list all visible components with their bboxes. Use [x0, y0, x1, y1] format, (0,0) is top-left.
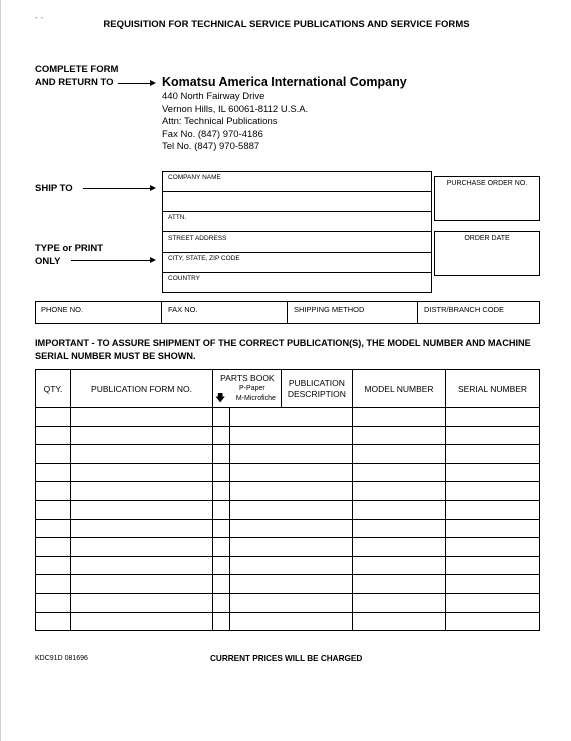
parts-book-title: PARTS BOOK: [220, 373, 275, 383]
table-cell[interactable]: [71, 463, 213, 482]
divider: [161, 301, 162, 324]
column-header: MODEL NUMBER: [353, 370, 446, 408]
table-cell[interactable]: [353, 519, 446, 538]
table-cell[interactable]: [71, 612, 213, 631]
table-cell[interactable]: [446, 445, 540, 464]
table-cell[interactable]: [230, 500, 353, 519]
table-cell[interactable]: [446, 463, 540, 482]
table-cell[interactable]: [71, 593, 213, 612]
table-cell[interactable]: [213, 612, 230, 631]
ship-to-block: [162, 171, 432, 293]
table-cell[interactable]: [36, 463, 71, 482]
table-cell[interactable]: [230, 612, 353, 631]
table-cell[interactable]: [213, 519, 230, 538]
table-cell[interactable]: [230, 593, 353, 612]
form-title: REQUISITION FOR TECHNICAL SERVICE PUBLICATIONS AND SERVICE FORMS: [103, 19, 470, 30]
table-cell[interactable]: [353, 426, 446, 445]
table-cell[interactable]: [353, 445, 446, 464]
city-state-zip-field[interactable]: CITY, STATE, ZIP CODE: [168, 255, 240, 262]
divider: [162, 231, 432, 232]
arrow-right-icon: [71, 260, 154, 261]
table-cell[interactable]: [446, 538, 540, 557]
complete-form-label: COMPLETE FORM AND RETURN TO: [35, 64, 119, 88]
parts-book-microfiche: M-Microfiche: [235, 395, 276, 402]
table-cell[interactable]: [36, 612, 71, 631]
table-row: [36, 575, 540, 594]
shipping-method-field[interactable]: SHIPPING METHOD: [294, 305, 365, 314]
table-cell[interactable]: [213, 593, 230, 612]
order-date-label: ORDER DATE: [464, 235, 510, 242]
table-cell[interactable]: [36, 426, 71, 445]
table-cell[interactable]: [446, 408, 540, 427]
table-row: [36, 408, 540, 427]
arrow-right-icon: [83, 188, 154, 189]
type-or-print-label: TYPE or PRINT ONLY: [35, 243, 104, 267]
table-row: [36, 445, 540, 464]
table-cell[interactable]: [213, 575, 230, 594]
company-name: Komatsu America International Company: [162, 75, 407, 89]
arrow-down-icon: 🡇: [215, 393, 226, 404]
table-cell[interactable]: [230, 426, 353, 445]
divider: [287, 301, 288, 324]
table-cell[interactable]: [446, 612, 540, 631]
fax-field[interactable]: FAX NO.: [168, 305, 198, 314]
table-cell[interactable]: [213, 445, 230, 464]
corner-mark: ` `: [35, 16, 44, 26]
table-cell[interactable]: [71, 426, 213, 445]
table-header-row: [36, 370, 540, 408]
column-header: QTY.: [36, 370, 71, 408]
table-cell[interactable]: [36, 556, 71, 575]
table-cell[interactable]: [230, 445, 353, 464]
table-cell[interactable]: [71, 500, 213, 519]
table-cell[interactable]: [230, 463, 353, 482]
table-cell[interactable]: [353, 482, 446, 501]
table-cell[interactable]: [353, 408, 446, 427]
table-row: [36, 593, 540, 612]
attn-field[interactable]: ATTN.: [168, 214, 187, 221]
table-cell[interactable]: [71, 445, 213, 464]
table-cell[interactable]: [213, 408, 230, 427]
table-cell[interactable]: [353, 500, 446, 519]
table-cell[interactable]: [353, 556, 446, 575]
purchase-order-label: PURCHASE ORDER NO.: [446, 180, 528, 187]
ship-to-label: SHIP TO: [35, 183, 73, 194]
form-code: KDC91D 081696: [35, 655, 88, 662]
order-table: [35, 369, 540, 631]
table-cell[interactable]: [71, 519, 213, 538]
table-row: [36, 426, 540, 445]
table-cell[interactable]: [36, 500, 71, 519]
table-row: [36, 500, 540, 519]
phone-field[interactable]: PHONE NO.: [41, 305, 84, 314]
table-cell[interactable]: [446, 426, 540, 445]
table-cell[interactable]: [446, 575, 540, 594]
address-line: Tel No. (847) 970-5887: [162, 141, 260, 152]
table-cell[interactable]: [353, 612, 446, 631]
table-cell[interactable]: [353, 463, 446, 482]
table-cell[interactable]: [230, 408, 353, 427]
table-cell[interactable]: [446, 519, 540, 538]
table-cell[interactable]: [71, 482, 213, 501]
table-row: [36, 482, 540, 501]
divider: [162, 191, 432, 192]
table-cell[interactable]: [213, 556, 230, 575]
divider: [162, 211, 432, 212]
table-cell[interactable]: [36, 408, 71, 427]
table-cell[interactable]: [36, 593, 71, 612]
company-name-field[interactable]: COMPANY NAME: [168, 174, 221, 181]
table-row: [36, 556, 540, 575]
table-cell[interactable]: [36, 519, 71, 538]
table-cell[interactable]: [230, 519, 353, 538]
table-cell[interactable]: [213, 500, 230, 519]
table-cell[interactable]: [36, 445, 71, 464]
publication-description-header: PUBLICATION DESCRIPTION: [287, 378, 346, 399]
table-cell[interactable]: [213, 482, 230, 501]
table-cell[interactable]: [446, 593, 540, 612]
address-line: 440 North Fairway Drive: [162, 91, 265, 102]
divider: [162, 272, 432, 273]
table-cell[interactable]: [36, 482, 71, 501]
address-line: Attn: Technical Publications: [162, 116, 278, 127]
important-notice: IMPORTANT - TO ASSURE SHIPMENT OF THE CORRECT PUBLICATION(S), THE MODEL NUMBER AND MACHINE SERIAL NUMBER MUST BE SHOWN.: [35, 338, 531, 361]
divider: [162, 252, 432, 253]
parts-book-paper: P-Paper: [239, 385, 265, 392]
table-cell[interactable]: [71, 556, 213, 575]
column-header: PUBLICATION FORM NO.: [71, 370, 213, 408]
table-cell[interactable]: [353, 593, 446, 612]
address-line: Fax No. (847) 970-4186: [162, 128, 263, 140]
column-header: SERIAL NUMBER: [446, 370, 540, 408]
table-cell[interactable]: [230, 575, 353, 594]
table-row: [36, 612, 540, 631]
table-cell[interactable]: [213, 538, 230, 557]
table-cell[interactable]: [353, 538, 446, 557]
table-cell[interactable]: [353, 575, 446, 594]
table-cell[interactable]: [71, 538, 213, 557]
table-row: [36, 463, 540, 482]
arrow-right-icon: [118, 83, 154, 84]
table-cell[interactable]: [213, 426, 230, 445]
parts-book-header: [213, 370, 353, 408]
table-cell[interactable]: [230, 538, 353, 557]
table-row: [36, 519, 540, 538]
table-cell[interactable]: [71, 575, 213, 594]
table-cell[interactable]: [230, 482, 353, 501]
table-cell[interactable]: [213, 463, 230, 482]
table-cell[interactable]: [36, 575, 71, 594]
table-cell[interactable]: [446, 482, 540, 501]
table-cell[interactable]: [446, 500, 540, 519]
table-cell[interactable]: [446, 556, 540, 575]
prices-notice: CURRENT PRICES WILL BE CHARGED: [210, 654, 363, 663]
table-cell[interactable]: [71, 408, 213, 427]
divider: [417, 301, 418, 324]
table-row: [36, 538, 540, 557]
table-cell[interactable]: [230, 556, 353, 575]
address-line: Vernon Hills, IL 60061-8112 U.S.A.: [162, 103, 309, 115]
table-cell[interactable]: [36, 538, 71, 557]
distr-branch-code-field[interactable]: DISTR/BRANCH CODE: [424, 305, 505, 314]
country-field[interactable]: COUNTRY: [168, 275, 201, 282]
street-address-field[interactable]: STREET ADDRESS: [168, 235, 227, 242]
